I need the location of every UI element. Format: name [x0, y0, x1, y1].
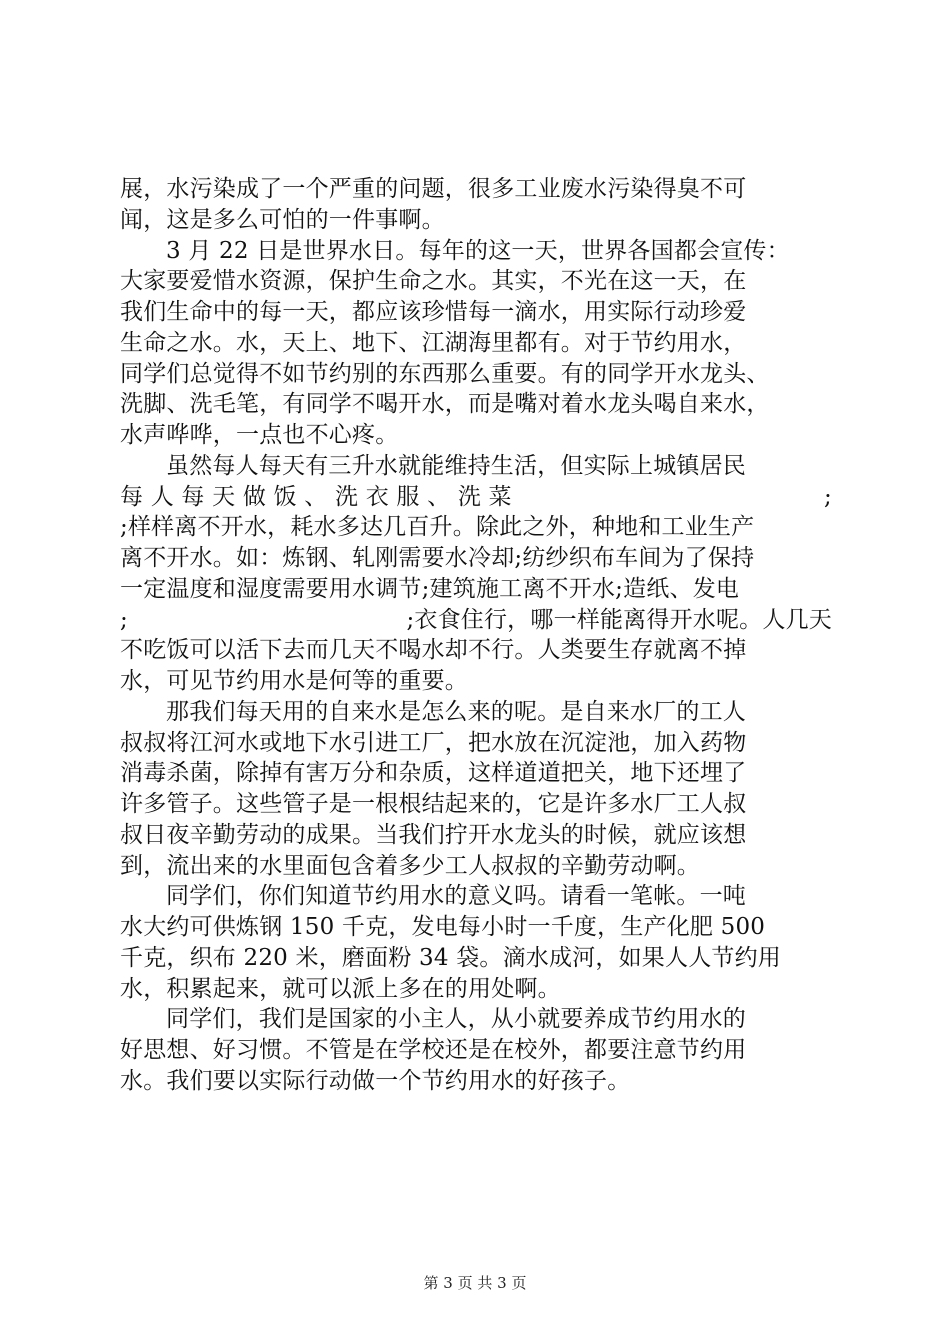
text-line: 生命之水。水，天上、地下、江湖海里都有。对于节约用水， — [120, 329, 747, 356]
paragraph-start-line: 同学们，你们知道节约用水的意义吗。请看一笔帐。一吨 — [166, 883, 746, 910]
text-line: 我们生命中的每一天，都应该珍惜每一滴水，用实际行动珍爱 — [120, 299, 747, 325]
document-body — [120, 174, 832, 1097]
page-number-footer: 第 3 页 共 3 页 — [423, 1274, 527, 1292]
text-line: 离不开水。如：炼钢、轧刚需要水冷却;纺纱织布车间为了保持 — [120, 545, 755, 571]
text-line: 水大约可供炼钢 150 千克，发电每小时一千度，生产化肥 500 — [120, 914, 766, 940]
text-line: 展，水污染成了一个严重的问题，很多工业废水污染得臭不可 — [120, 176, 747, 202]
text-line: 到，流出来的水里面包含着多少工人叔叔的辛勤劳动啊。 — [120, 852, 700, 879]
text-line: 消毒杀菌，除掉有害万分和杂质，这样道道把关，地下还埋了 — [120, 760, 747, 787]
justified-line — [120, 605, 832, 636]
justified-line — [120, 482, 832, 513]
paragraph-start-line: 3 月 22 日是世界水日。每年的这一天，世界各国都会宣传： — [166, 237, 790, 264]
text-line: 同学们总觉得不如节约别的东西那么重要。有的同学开水龙头、 — [120, 360, 770, 387]
text-segment: ;衣食住行，哪一样能离得开水呢。人几天 — [406, 606, 832, 633]
text-line: 闻，这是多么可怕的一件事啊。 — [120, 206, 445, 233]
text-line: 千克，织布 220 米，磨面粉 34 袋。滴水成河，如果人人节约用 — [120, 944, 782, 971]
text-line: 水。我们要以实际行动做一个节约用水的好孩子。 — [120, 1067, 631, 1094]
text-line: 一定温度和湿度需要用水调节;建筑施工离不开水;造纸、发电 — [120, 575, 740, 602]
text-line: 许多管子。这些管子是一根根结起来的，它是许多水厂工人叔 — [120, 791, 747, 817]
text-line: 水，可见节约用水是何等的重要。 — [120, 668, 468, 694]
text-line: ;样样离不开水，耗水多达几百升。除此之外，种地和工业生产 — [120, 514, 755, 541]
text-segment: ; — [824, 483, 832, 510]
text-line: 好思想、好习惯。不管是在学校还是在校外，都要注意节约用 — [120, 1037, 747, 1063]
text-segment: 每 人 每 天 做 饭 、 洗 衣 服 、 洗 菜 — [120, 483, 512, 510]
text-line: 水声哗哗，一点也不心疼。 — [120, 422, 399, 448]
paragraph-start-line: 那我们每天用的自来水是怎么来的呢。是自来水厂的工人 — [166, 698, 746, 725]
text-line: 不吃饭可以活下去而几天不喝水却不行。人类要生存就离不掉 — [120, 637, 747, 664]
text-line: 大家要爱惜水资源，保护生命之水。其实，不光在这一天，在 — [120, 268, 747, 295]
text-line: 叔日夜辛勤劳动的成果。当我们拧开水龙头的时候，就应该想 — [120, 821, 747, 848]
text-segment: ; — [120, 606, 128, 633]
text-line: 洗脚、洗毛笔，有同学不喝开水，而是嘴对着水龙头喝自来水， — [120, 391, 770, 418]
text-line: 叔叔将江河水或地下水引进工厂，把水放在沉淀池，加入药物 — [120, 729, 747, 756]
paragraph-start-line: 虽然每人每天有三升水就能维持生活，但实际上城镇居民 — [166, 452, 746, 479]
text-line: 水，积累起来，就可以派上多在的用处啊。 — [120, 975, 561, 1002]
paragraph-start-line: 同学们，我们是国家的小主人，从小就要养成节约用水的 — [166, 1006, 746, 1033]
